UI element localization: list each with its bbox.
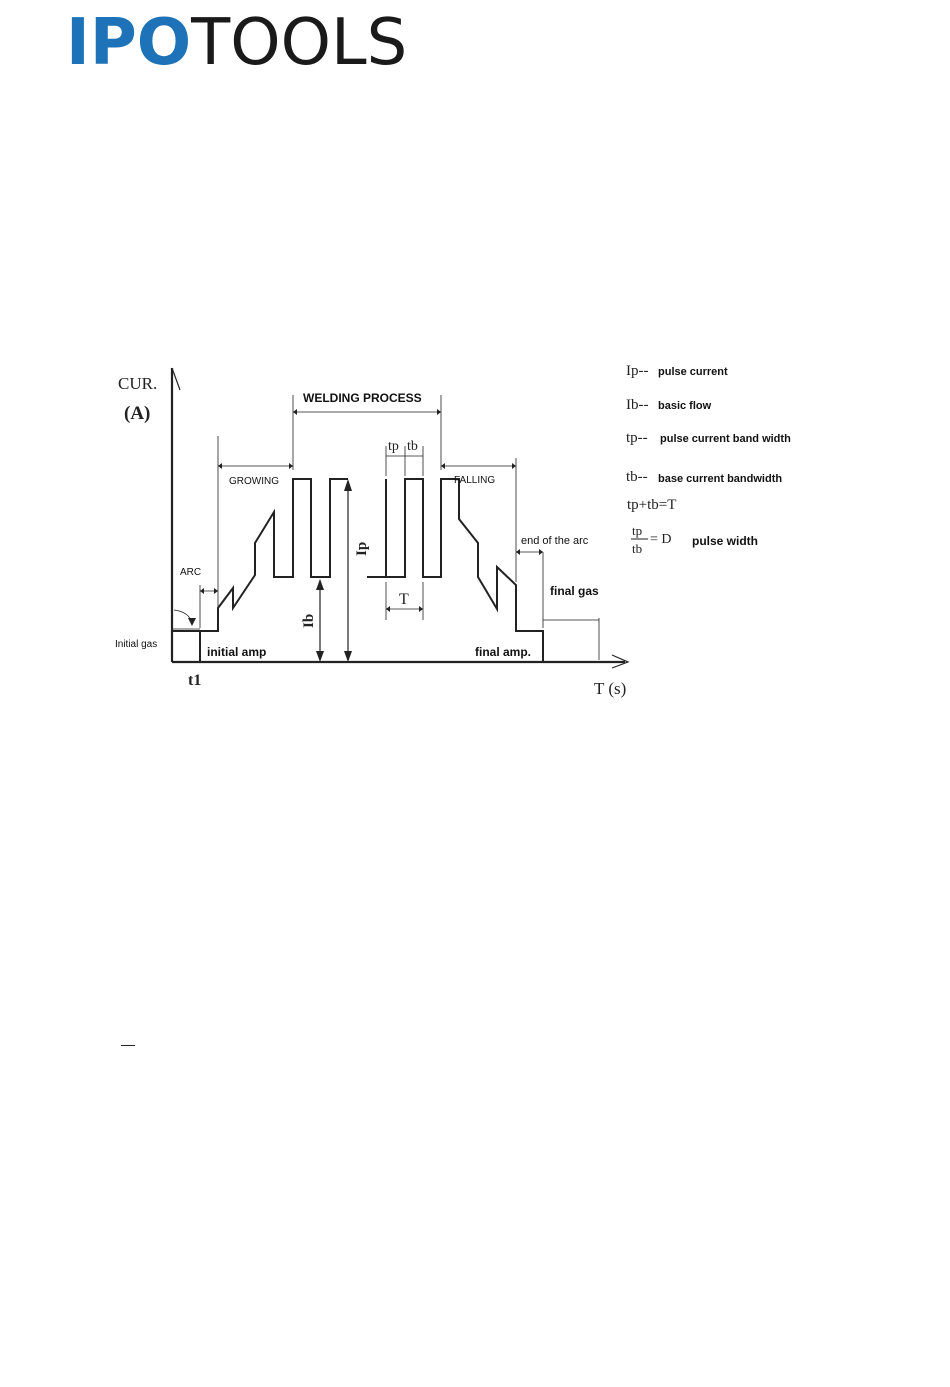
logo-tools: TOOLS [191, 6, 408, 80]
logo-ipo: IPO [66, 6, 192, 80]
period-marker-label: T [399, 591, 409, 608]
legend-desc: pulse current band width [660, 433, 791, 445]
y-axis-arrow [172, 368, 180, 390]
y-axis-label-line2: (A) [124, 403, 151, 424]
legend-symbol: tp-- [626, 430, 648, 446]
tp-marker-label: tp [388, 439, 399, 454]
ip-marker-label: Ip [354, 541, 370, 556]
formula-duty-numerator: tp [632, 523, 643, 538]
legend [626, 363, 791, 556]
falling-label: FALLING [454, 475, 496, 486]
initial-gas-label: Initial gas [115, 639, 158, 650]
legend-symbol: Ib-- [626, 397, 649, 413]
growing-label: GROWING [229, 476, 279, 487]
ib-marker-label: Ib [301, 613, 317, 628]
final-amp-label: final amp. [475, 645, 532, 659]
formula-duty-desc: pulse width [692, 534, 758, 548]
end-of-arc-label: end of the arc [521, 535, 589, 547]
formula-duty-rhs: = D [650, 532, 672, 547]
formula-duty-denominator: tb [632, 541, 643, 556]
pulse-waveform [386, 479, 543, 662]
legend-desc: base current bandwidth [658, 473, 783, 485]
welding-process-label: WELDING PROCESS [303, 391, 422, 405]
legend-desc: pulse current [658, 366, 728, 378]
legend-symbol: tb-- [626, 469, 648, 485]
legend-desc: basic flow [658, 400, 712, 412]
arc-label: ARC [180, 567, 202, 578]
initial-gas-curve [174, 610, 192, 624]
initial-amp-label: initial amp [207, 645, 267, 659]
tb-marker-label: tb [407, 439, 418, 454]
legend-symbol: Ip-- [626, 363, 649, 379]
x-axis-tick-t1: t1 [188, 672, 202, 689]
dash-mark [121, 1045, 135, 1046]
formula-period: tp+tb=T [627, 497, 677, 513]
x-axis-label: T (s) [594, 679, 627, 698]
y-axis-label-line1: CUR. [118, 374, 158, 393]
final-gas-label: final gas [550, 584, 599, 598]
